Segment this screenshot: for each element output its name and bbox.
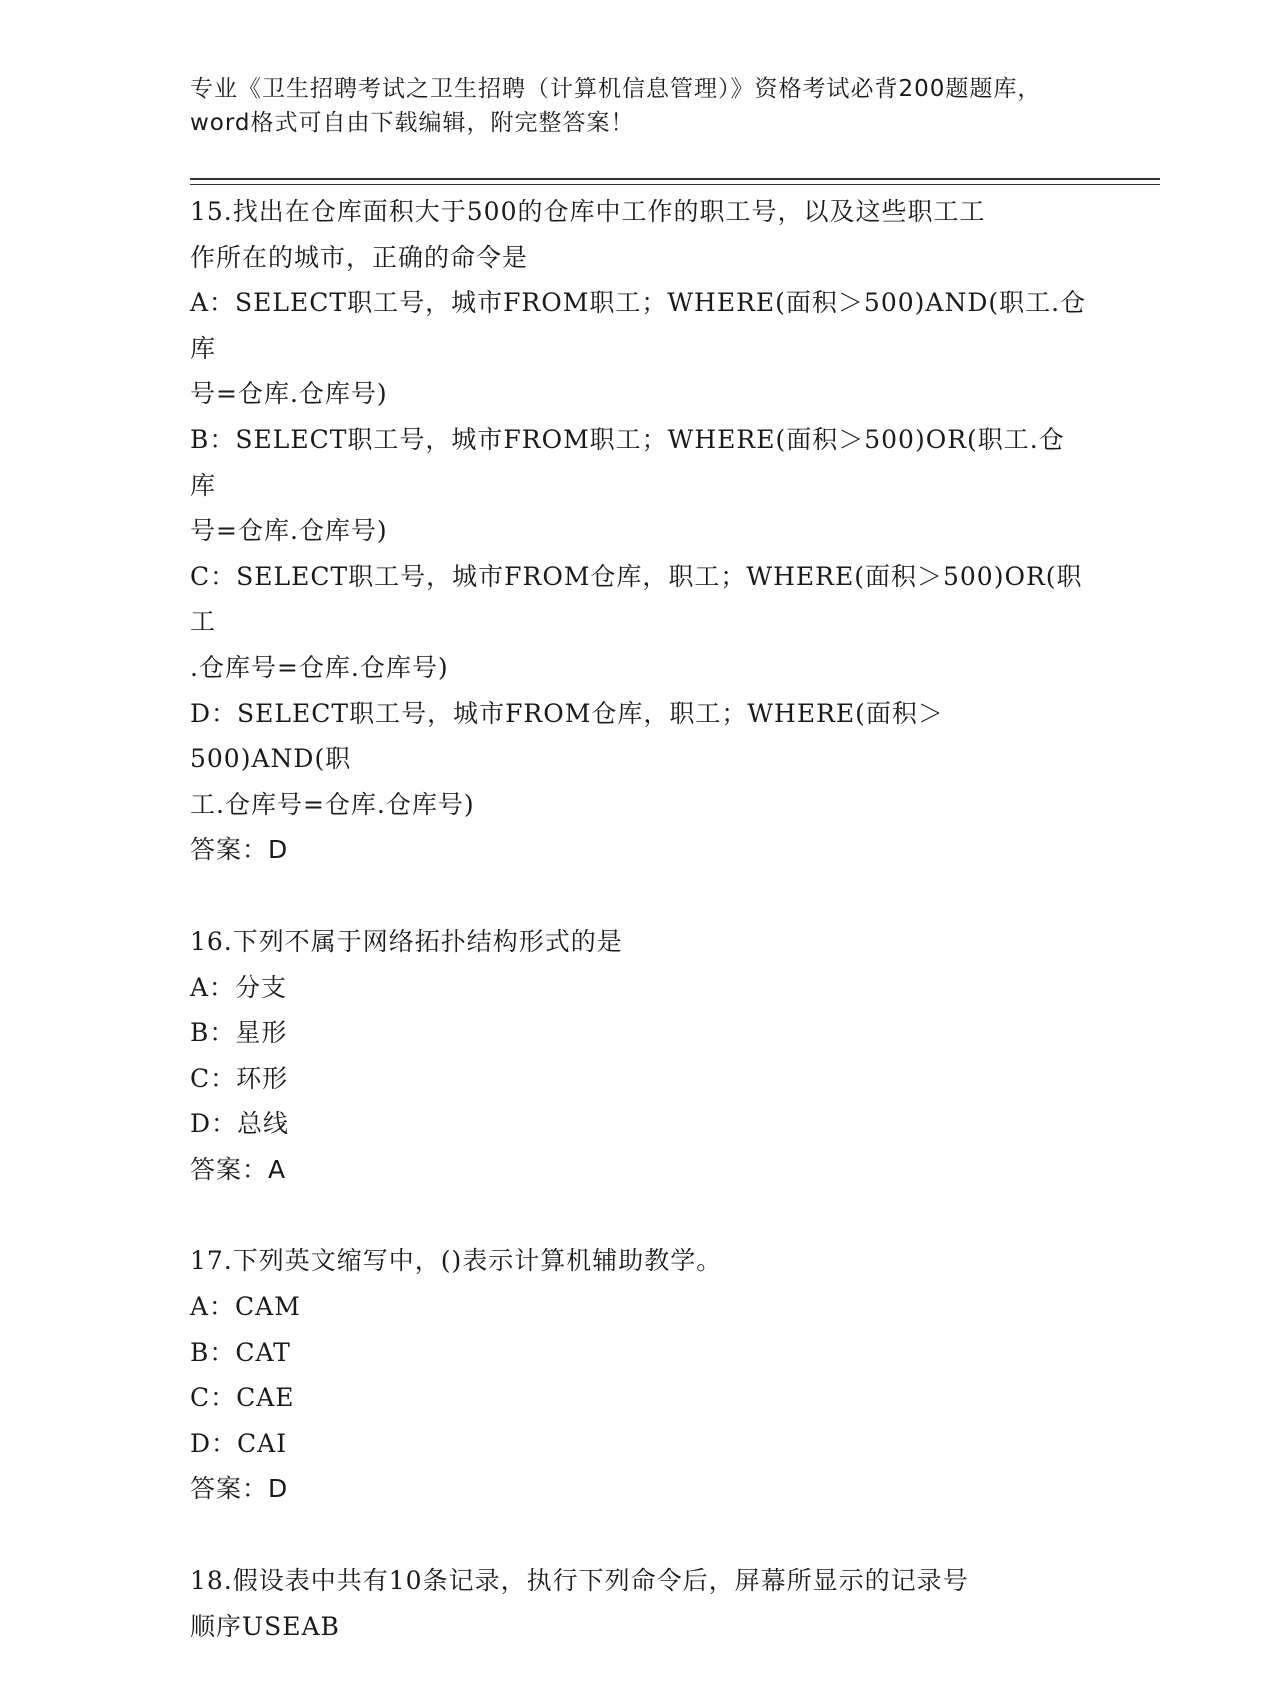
option-line: D：总线 <box>190 1109 290 1139</box>
option-line: B：星形 <box>190 1018 288 1048</box>
option-line: D：SELECT职工号，城市FROM仓库，职工；WHERE(面积＞500)AND(职 <box>190 698 944 774</box>
header-line-2: word格式可自由下载编辑，附完整答案！ <box>190 110 635 136</box>
header-line-1: 专业《卫生招聘考试之卫生招聘（计算机信息管理）》资格考试必背200题题库， <box>190 76 1042 102</box>
option-line: D：CAI <box>190 1428 288 1458</box>
answer-line: 答案：D <box>190 835 289 865</box>
question-list <box>190 189 1090 1695</box>
document-header <box>190 72 1090 140</box>
option-line: A：SELECT职工号，城市FROM职工；WHERE(面积＞500)AND(职工.仓库 <box>190 288 1087 363</box>
header-divider-bottom <box>190 184 1160 185</box>
option-line: C：CAE <box>190 1383 295 1413</box>
question-stem-line: 顺序USEAB <box>190 1611 340 1641</box>
option-line: A：分支 <box>190 972 288 1002</box>
question-block <box>190 1558 1090 1649</box>
option-line: C：SELECT职工号，城市FROM仓库，职工；WHERE(面积＞500)OR(职工 <box>190 561 1083 637</box>
option-line: C：环形 <box>190 1063 289 1093</box>
option-line: 号=仓库.仓库号) <box>190 379 388 409</box>
option-line: B：CAT <box>190 1337 291 1367</box>
question-stem-line: 17.下列英文缩写中，()表示计算机辅助教学。 <box>190 1246 723 1276</box>
answer-line: 答案：A <box>190 1154 287 1184</box>
question-stem-line: 15.找出在仓库面积大于500的仓库中工作的职工号，以及这些职工工 <box>190 197 986 226</box>
option-line: .仓库号=仓库.仓库号) <box>190 652 449 682</box>
answer-line: 答案：D <box>190 1474 289 1504</box>
option-line: B：SELECT职工号，城市FROM职工；WHERE(面积＞500)OR(职工.仓库 <box>190 424 1065 500</box>
header-divider-top <box>190 178 1160 180</box>
option-line: 工.仓库号=仓库.仓库号) <box>190 789 475 819</box>
option-line: 号=仓库.仓库号) <box>190 516 388 546</box>
question-block <box>190 1238 1090 1512</box>
option-line: A：CAM <box>190 1292 301 1322</box>
question-stem-line: 16.下列不属于网络拓扑结构形式的是 <box>190 926 623 956</box>
question-stem-line: 作所在的城市，正确的命令是 <box>190 242 529 272</box>
question-stem-line: 18.假设表中共有10条记录，执行下列命令后，屏幕所显示的记录号 <box>190 1566 969 1596</box>
question-block <box>190 919 1090 1193</box>
question-block <box>190 189 1090 873</box>
